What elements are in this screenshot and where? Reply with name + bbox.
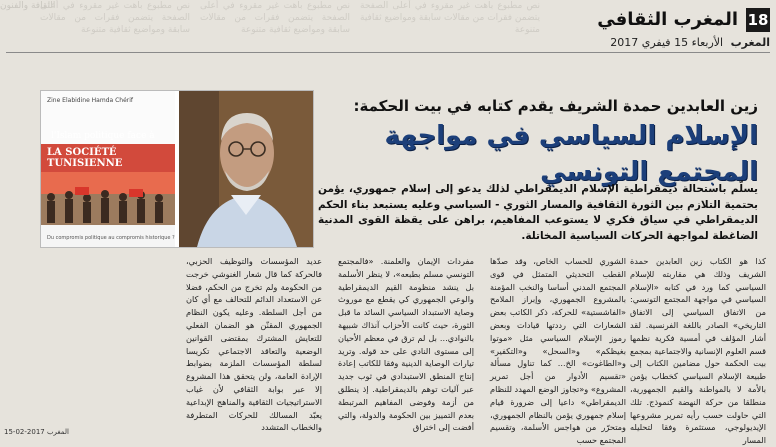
book-subtitle: Du compromis politique au compromis historique ? <box>47 235 175 241</box>
book-title-line1: l'Islam politique face à <box>51 131 155 141</box>
section-title: المغرب الثقافي <box>597 9 738 30</box>
faded-header-strip: الثقافة والفنون <box>0 1 56 11</box>
crowd-illustration <box>41 187 175 223</box>
book-author: Zine Elabidine Hamda Chérif <box>47 97 134 104</box>
faded-column: نص مطبوع باهت غير مقروء في أعلى الصفحة يتضمن فقرات من مقالات سابقة ومواضيع ثقافية متنوعة <box>360 1 540 35</box>
article-kicker: زين العابدين حمدة الشريف يقدم كتابه في بيت الحكمة: <box>353 97 758 115</box>
page-number: 18 <box>746 8 770 32</box>
article-lead: يسلّم باستحالة ديمقراطية الإسلام الديمقراطي لذلك يدعو إلى إسلام جمهوري، يؤمن بحتمية التلازم بين الثورة الثقافية والمسار الثوري - السياسي وعليه يستبعد بناء الحكم الديمقراطي في سياق فكري لا يستوعب المفاهيم، براهن على يقظة القوى المدنية الضاغطة لمواجهة الحركات السياسية المخاتلة. <box>318 183 758 242</box>
author-portrait <box>179 91 313 247</box>
body-column: الشوري للحساب الخاص، وقد صدّها القطب التحديثي المتمثل في قوى المجتمع المدني أساسا والنخب المؤمنة بالمشروع الجمهوري، وإبراز الملامح «الفاشستية» للحركة، ذكر الكاتب بعض الشعارات التي رددتها قيادات وبعض رموز الإسلام السياسي مثل «موتوا بغيظكم» و«السحل» و«التكفير» و«الطاغوت» الخ... كما تناول مسألة «تقسيم الأدوار من أجل تمرير المشروع» و«تجاوز الوضع المهدد للنظام الديمقراطي» داعيا إلى ضرورة قيام إسلام جمهوري يؤمن بالنظام الجمهوري، ومتحرّر من هواجس الأسلمة، وتقسيم المجتمع حسب <box>490 256 626 446</box>
header-divider <box>6 52 770 53</box>
scan-date-stamp: المغرب 2017-02-15 <box>4 428 69 436</box>
portrait-illustration <box>179 91 313 247</box>
faded-column: نص مطبوع باهت غير مقروء في أعلى الصفحة يتضمن فقرات من مقالات سابقة ومواضيع ثقافية متنوعة <box>40 1 190 35</box>
book-title-line2: LA SOCIÉTÉ TUNISIENNE <box>47 147 123 169</box>
newspaper-brand: المغرب <box>730 36 770 49</box>
body-column: كذا هو الكتاب زين العابدين حمدة الشريف وذلك هي مقاربته للإسلام السياسي كما ورد في كتابه «الإسلام السياسي في مواجهة المجتمع التونسي: من الاتفاق السياسي إلى الاتفاق التاريخي» الصادر باللغة الفرنسية. لقد أشار المؤلف في أمسية فكرية نظمها قسم العلوم الإنسانية والاجتماعية بمجمع بيت الحكمة حول مضامين الكتاب إلى طبيعة الإسلام السياسي كخطاب يؤمن بالأمة لا بالمواطنة والقيم الجمهورية، منطلقا من حركة النهضة كنموذج. تلك التي حاولت حسب رأيه تمرير مشروعها الإيديولوجي، مستثمرة وفقا لتحليله المسار <box>630 256 766 446</box>
article-photo <box>40 90 314 248</box>
body-column: عديد المؤسسات والتوظيف الحزبي، فالحركة كما قال شعار الغنوشي خرجت من الحكومة ولم تخرج من الحكم، فضلا عن الاستعداد الدائم للتحالف مع أي كان من أجل السلطة. وعليه يكون النظام الجمهوري المقنّن هو الضمان الفعلي للتعايش المشترك بمقتضى القوانين الوضعية والتعاقد الاجتماعي تكريسا لسلطة المؤسسات الملزمة بضوابط الإرادة العامة، ولن يتحقق هذا المشروع إلا عبر بوابة الثقافي لأن غياب الاستراتيجيات الثقافية والمناهج الإبداعية يعبّد المسالك للحركات المتطرفة والخطاب المتشدد <box>186 256 322 433</box>
faded-column: نص مطبوع باهت غير مقروء في أعلى الصفحة يتضمن فقرات من مقالات سابقة ومواضيع ثقافية متنوعة <box>200 1 350 35</box>
issue-date: الأربعاء 15 فيفري 2017 <box>610 36 724 49</box>
issue-meta <box>610 36 770 49</box>
article-headline: الإسلام السياسي في مواجهة المجتمع التونسي <box>384 121 758 187</box>
book-cover <box>41 91 175 247</box>
body-column: مفردات الإيمان والعلمنة. «فالمجتمع التونسي مسلم بطبعه»، لا ينظر الأسلمة بل ينشد منظومة القيم الديمقراطية والوعي الجمهوري كي يقطع مع موروث وصاية الاستبداد السياسي السائد ما قبل الثورة، حيث كانت الأحزاب آنذاك شبيهة بالنوادي... بل لم ترق في معظم الأحيان إلى مستوى النادي على حد قوله. وتريد تيارات الوصاية الدينية وفقا للكاتب إعادة إنتاج المنطق الاستبدادي في ثوب جديد عبر آليات توهم بالديمقراطية. إذ ينطلق من أزمة وفوضى المفاهيم المرتبطة بعدم التمييز بين الحكومة والدولة، والتي أفضت إلى اختراق <box>338 256 474 433</box>
